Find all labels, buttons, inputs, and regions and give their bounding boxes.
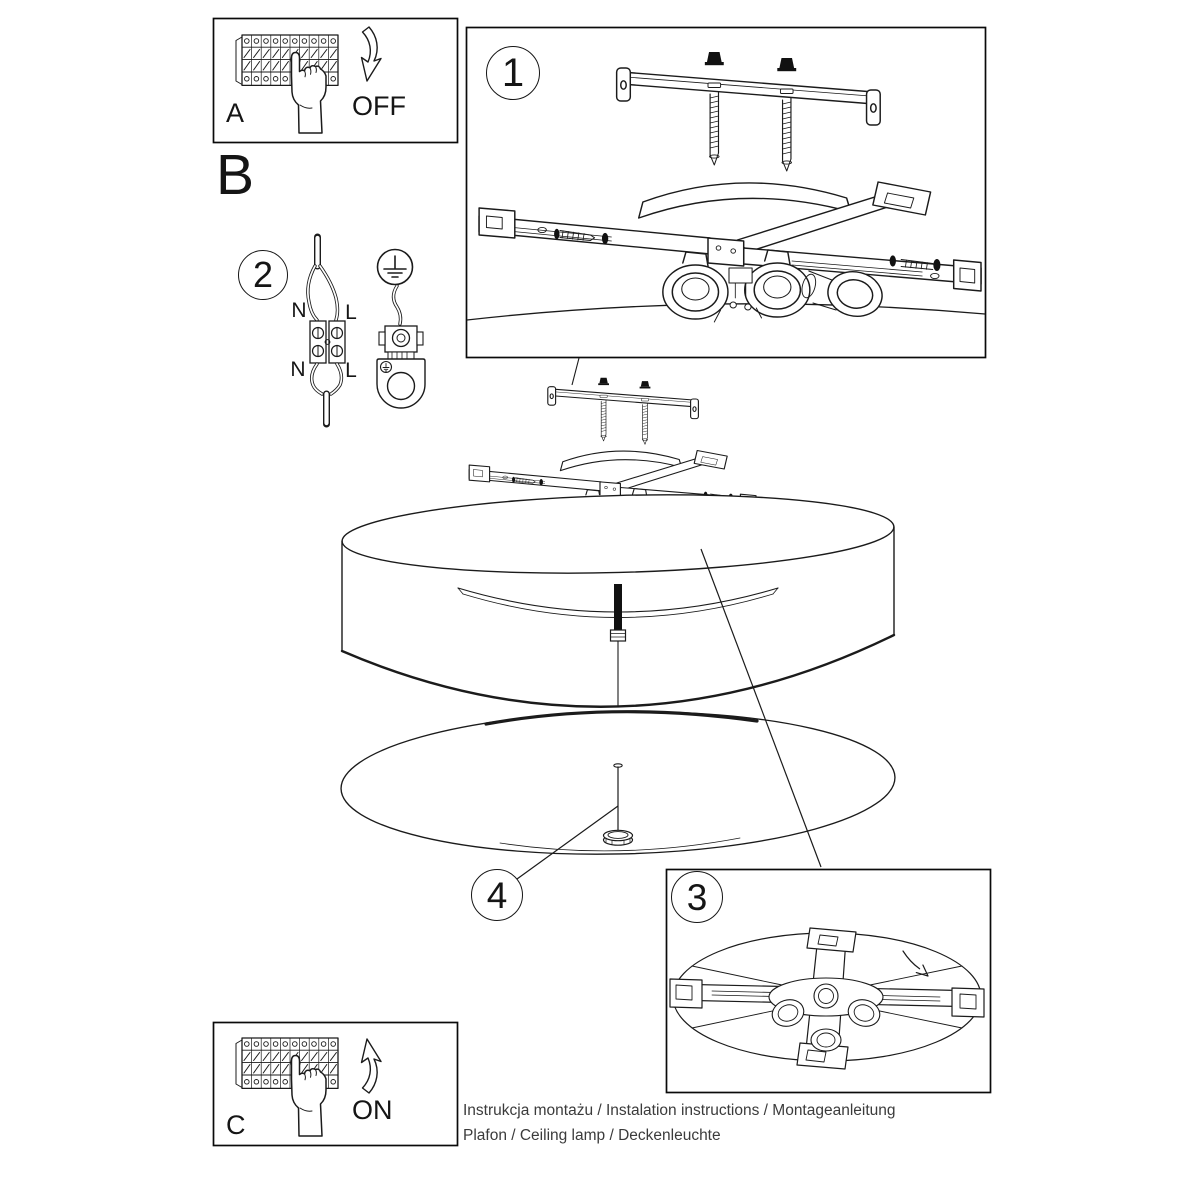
callout-line-step1: [572, 358, 579, 385]
step-4-badge: [471, 869, 523, 921]
drum-shade-icon: [341, 488, 895, 707]
wire-label-n-top: N: [291, 299, 307, 322]
step1-detail-drawing: [467, 52, 985, 322]
step-2-number: 2: [252, 254, 274, 295]
ground-connector-icon: [377, 286, 425, 408]
step-4-number: 4: [486, 874, 508, 916]
rotate-arrow-icon: [903, 951, 928, 976]
curved-arrow-down-icon: [362, 27, 382, 81]
breaker-panel-icon: [236, 35, 338, 133]
off-label: OFF: [352, 91, 406, 121]
on-label: ON: [352, 1095, 393, 1125]
mounting-bracket-assembly-icon: [479, 52, 981, 322]
step-1-number: 1: [501, 51, 525, 95]
section-c-label: C: [226, 1110, 246, 1140]
footer-product-line: Plafon / Ceiling lamp / Deckenleuchte: [463, 1127, 721, 1144]
step-3-number: 3: [686, 876, 708, 918]
wire-label-l-bottom: L: [345, 359, 357, 382]
terminal-block-icon: [310, 321, 345, 363]
wire-label-n-bottom: N: [290, 358, 306, 381]
breaker-panel-icon: [236, 1038, 338, 1136]
finial-knob-icon: [604, 830, 633, 845]
ceiling-canopy-arc: [467, 304, 985, 320]
step-3-badge: [671, 871, 723, 923]
diffuser-disc-icon: [340, 706, 897, 860]
wire-label-l-top: L: [345, 301, 357, 324]
step-1-badge: [486, 46, 540, 100]
step-2-badge: [238, 250, 288, 300]
step3-bottom-view: [670, 928, 984, 1069]
curved-arrow-up-icon: [362, 1039, 382, 1093]
section-a-label: A: [226, 98, 245, 128]
section-b-label: B: [216, 143, 255, 207]
footer-title-line: Instrukcja montażu / Instalation instructions / Montageanleitung: [463, 1102, 896, 1119]
earth-ground-symbol-icon: [378, 250, 413, 285]
wiring-diagram: [308, 237, 425, 424]
